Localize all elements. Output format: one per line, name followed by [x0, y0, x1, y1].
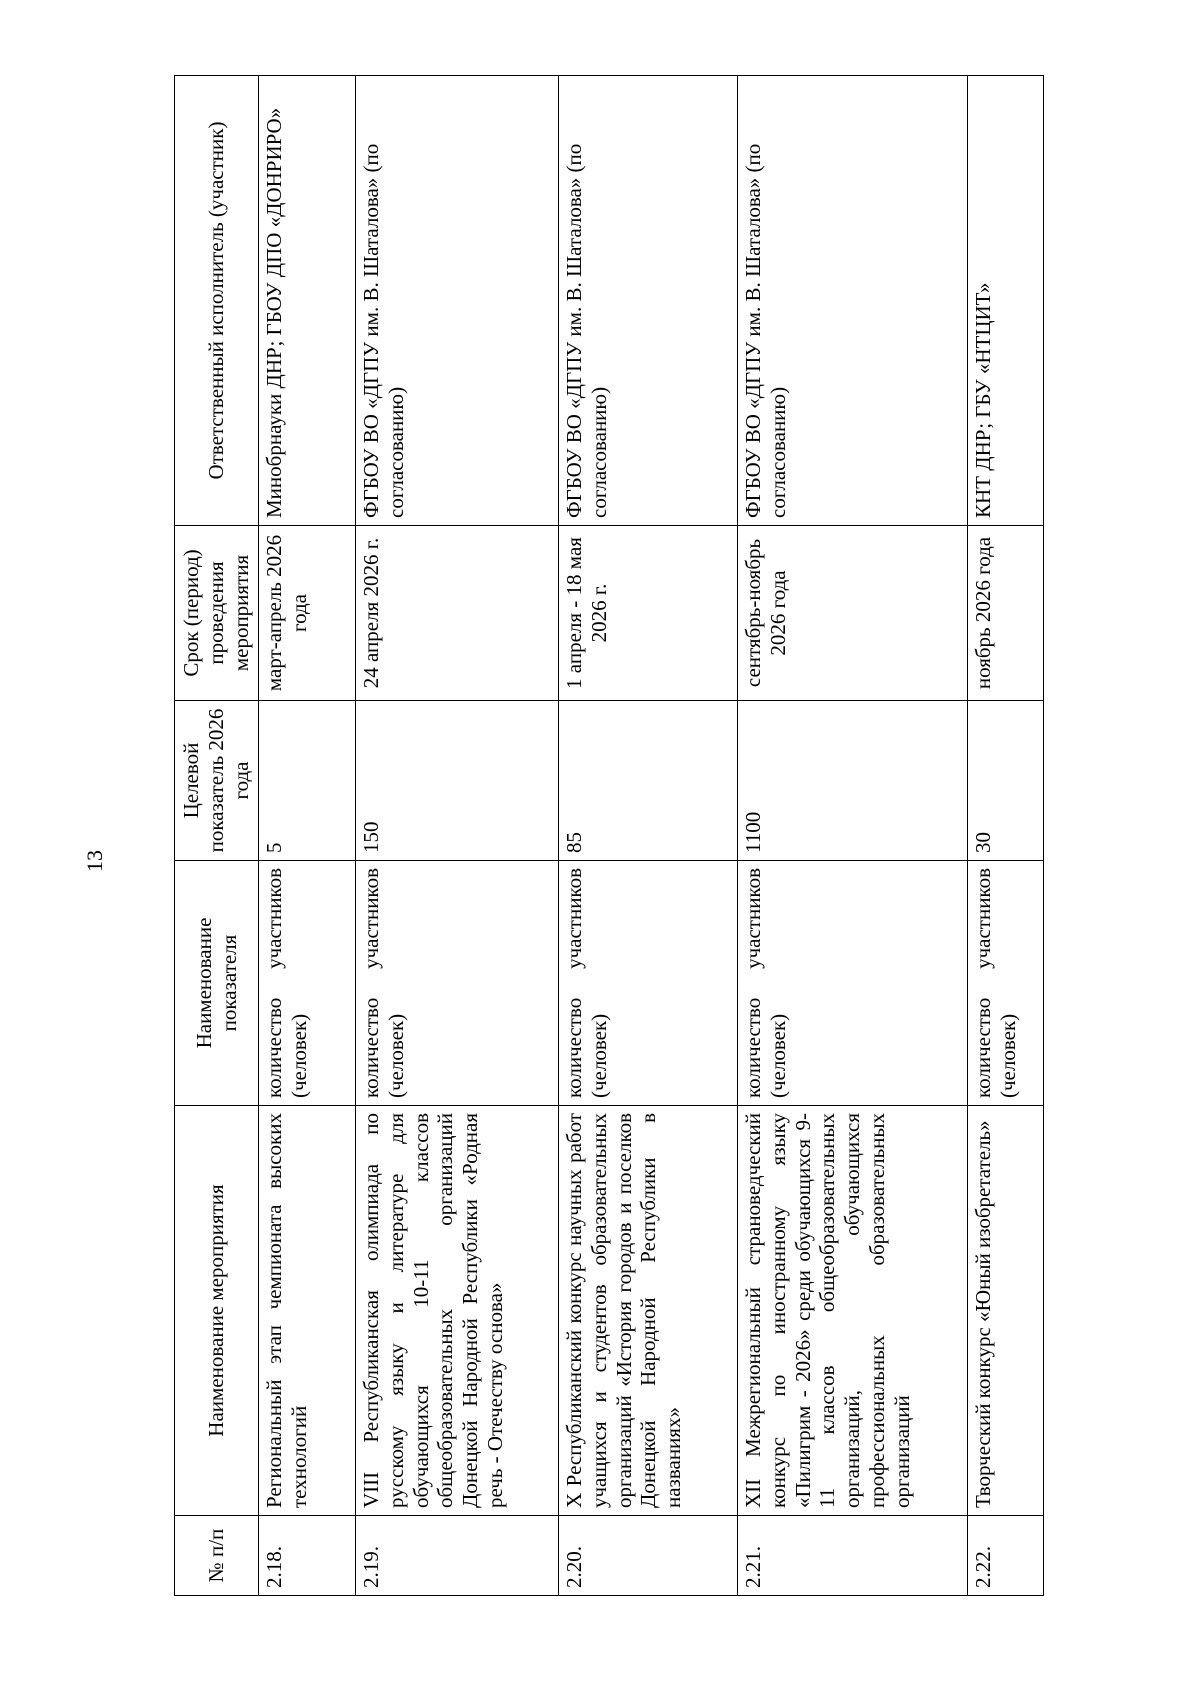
cell-name: XII Межрегиональный страноведческий конкурс по иностранному языку «Пилигрим - 2026» среди обучающихся 9-11 классов общеобразовательных организаций, обучающихся профессиональных образовательных организаций: [738, 1106, 968, 1516]
cell-indicator: количество участников (человек): [968, 861, 1044, 1106]
header-target: Целевой показатель 2026 года: [175, 701, 259, 861]
table-row: [559, 76, 738, 1596]
cell-executor: Минобрнауки ДНР; ГБОУ ДПО «ДОНРИРО»: [259, 76, 356, 526]
table-row: [356, 76, 559, 1596]
cell-executor: ФГБОУ ВО «ДГПУ им. В. Шаталова» (по согласованию): [738, 76, 968, 526]
cell-target: 150: [356, 701, 559, 861]
cell-period: 24 апреля 2026 г.: [356, 526, 559, 701]
header-executor: Ответственный исполнитель (участник): [175, 76, 259, 526]
cell-name: Региональный этап чемпионата высоких технологий: [259, 1106, 356, 1516]
cell-executor: КНТ ДНР; ГБУ «НТЦИТ»: [968, 76, 1044, 526]
cell-period: 1 апреля - 18 мая 2026 г.: [559, 526, 738, 701]
header-indicator: Наименование показателя: [175, 861, 259, 1106]
table-row: [259, 76, 356, 1596]
page-number: 13: [82, 850, 107, 872]
cell-num: 2.19.: [356, 1516, 559, 1596]
header-num: № п/п: [175, 1516, 259, 1596]
cell-target: 30: [968, 701, 1044, 861]
cell-num: 2.18.: [259, 1516, 356, 1596]
cell-name: X Республиканский конкурс научных работ учащихся и студентов образовательных организаций «История городов и поселков Донецкой Народной Республики в названиях»: [559, 1106, 738, 1516]
cell-target: 5: [259, 701, 356, 861]
table-row: [738, 76, 968, 1596]
cell-target: 1100: [738, 701, 968, 861]
table-header-row: [175, 76, 259, 1596]
cell-num: 2.22.: [968, 1516, 1044, 1596]
cell-name: Творческий конкурс «Юный изобретатель»: [968, 1106, 1044, 1516]
cell-num: 2.20.: [559, 1516, 738, 1596]
header-period: Срок (период) проведения мероприятия: [175, 526, 259, 701]
cell-indicator: количество участников (человек): [259, 861, 356, 1106]
header-name: Наименование мероприятия: [175, 1106, 259, 1516]
cell-name: VIII Республиканская олимпиада по русскому языку и литературе для обучающихся 10-11 классов общеобразовательных организаций Донецкой Народной Республики «Родная речь - Отечеству основа»: [356, 1106, 559, 1516]
cell-num: 2.21.: [738, 1516, 968, 1596]
cell-period: ноябрь 2026 года: [968, 526, 1044, 701]
cell-executor: ФГБОУ ВО «ДГПУ им. В. Шаталова» (по согласованию): [559, 76, 738, 526]
cell-executor: ФГБОУ ВО «ДГПУ им. В. Шаталова» (по согласованию): [356, 76, 559, 526]
table-rotator: [174, 76, 1098, 1596]
cell-indicator: количество участников (человек): [559, 861, 738, 1106]
events-table: [174, 75, 1044, 1596]
cell-period: сентябрь-ноябрь 2026 года: [738, 526, 968, 701]
table-row: [968, 76, 1044, 1596]
cell-indicator: количество участников (человек): [356, 861, 559, 1106]
cell-indicator: количество участников (человек): [738, 861, 968, 1106]
cell-target: 85: [559, 701, 738, 861]
cell-period: март-апрель 2026 года: [259, 526, 356, 701]
